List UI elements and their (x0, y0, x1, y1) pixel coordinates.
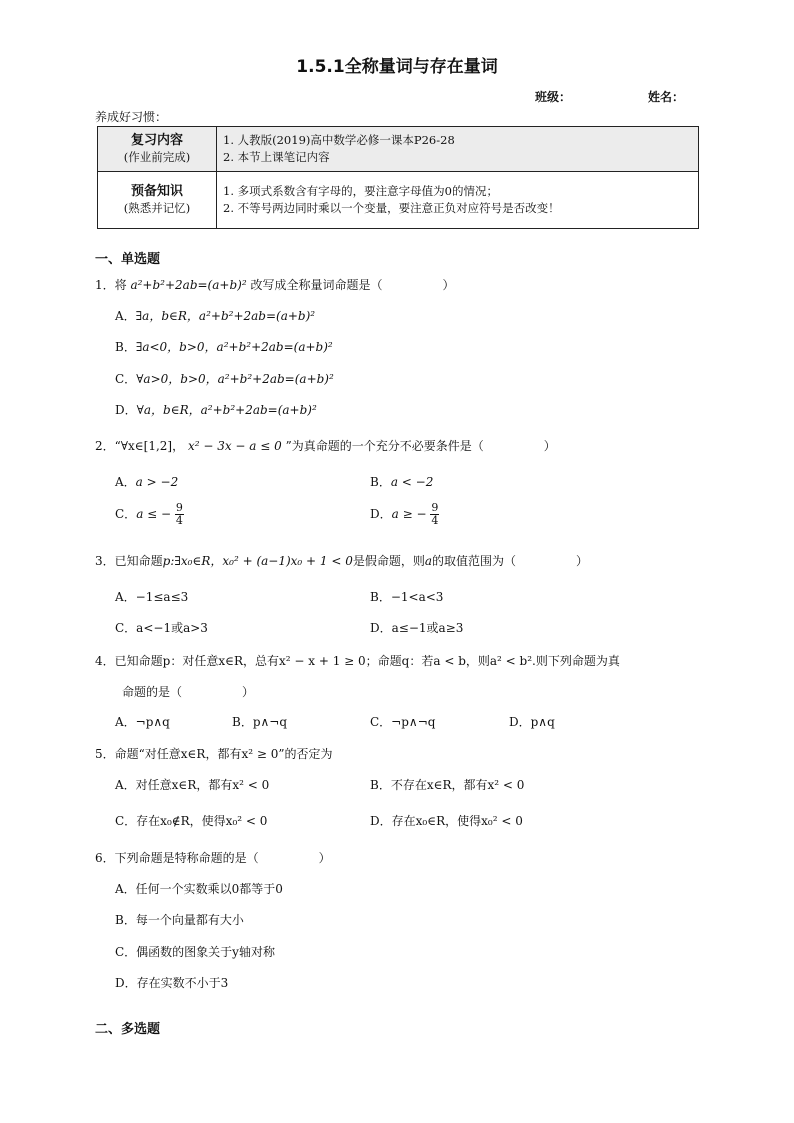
fraction-denominator: 4 (175, 514, 183, 527)
review-label: 复习内容 (130, 133, 183, 148)
q3-option-c: C．a<−1或a>3 (115, 621, 208, 635)
option-text: ∃a，b∈R，a²+b²+2ab=(a+b)² (135, 309, 316, 323)
fraction (175, 502, 184, 527)
q1-num: 1．将 (95, 278, 127, 292)
q3-option-a: A．−1≤a≤3 (115, 590, 189, 604)
option-text: ∀a>0，b>0，a²+b²+2ab=(a+b)² (136, 372, 334, 386)
option-text: ∃a<0，b>0，a²+b²+2ab=(a+b)² (135, 340, 333, 354)
q3-text-b: 是假命题，则 (352, 554, 425, 568)
q2-option-b (370, 473, 433, 490)
info-table (97, 126, 699, 229)
q1-expr: a²+b²+2ab=(a+b)² (130, 278, 247, 292)
q3-option-d: D．a≤−1或a≥3 (370, 621, 464, 635)
prior-label: 预备知识 (130, 184, 183, 199)
review-item: 1. 人教版(2019)高中数学必修一课本P26-28 (223, 133, 455, 147)
q1-option-c (115, 370, 334, 387)
fraction-numerator: 9 (175, 501, 183, 514)
q2-text-b: ”为真命题的一个充分不必要条件是（ ） (285, 439, 556, 453)
q4-option-a: A．¬p∧q (115, 715, 170, 729)
page-title: 1.5.1全称量词与存在量词 (296, 57, 498, 77)
question-3 (95, 552, 588, 569)
q3-option-b: B．−1<a<3 (370, 590, 444, 604)
option-label: D． (370, 507, 392, 521)
q1-option-d (115, 401, 317, 418)
q2-option-c (115, 502, 184, 527)
q3-expr: p:∃x₀∈R，x₀² + (a−1)x₀ + 1 < 0 (162, 554, 353, 568)
q3-var: a (424, 554, 433, 568)
info-row-prior (98, 172, 699, 229)
q6-option-a: A．任何一个实数乘以0都等于0 (115, 882, 283, 896)
q6-option-c: C．偶函数的图象关于y轴对称 (115, 945, 275, 959)
info-row-label (98, 127, 217, 172)
option-text: a ≤ − (136, 507, 172, 521)
question-2 (95, 437, 556, 454)
q1-option-a (115, 307, 315, 324)
option-label: C． (115, 507, 137, 521)
info-row-review (98, 127, 699, 172)
q5-option-a: A．对任意x∈R，都有x² < 0 (115, 778, 270, 792)
prior-sublabel: (熟悉并记忆) (123, 201, 191, 215)
q6-option-b: B．每一个向量都有大小 (115, 913, 244, 927)
option-label: B． (115, 340, 136, 354)
review-item: 2. 本节上课笔记内容 (223, 150, 330, 164)
q3-text-c: 的取值范围为（ ） (432, 554, 589, 568)
q2-text-a: 2．“∀x∈[1,2]， (95, 439, 185, 453)
habit-label: 养成好习惯： (95, 110, 168, 124)
question-4-line2: 命题的是（ ） (122, 685, 255, 699)
option-text: a ≥ − (391, 507, 427, 521)
q3-text-a: 3．已知命题 (95, 554, 163, 568)
option-label: A． (115, 475, 136, 489)
q4-option-b: B．p∧¬q (232, 715, 288, 729)
q6-option-d: D．存在实数不小于3 (115, 976, 229, 990)
q2-option-d (370, 502, 439, 527)
q2-option-a (115, 473, 178, 490)
question-1 (95, 276, 454, 293)
class-label: 班级： (535, 90, 572, 104)
info-row-content (217, 172, 699, 229)
fraction (430, 502, 439, 527)
section-multiple-choice: 二、多选题 (95, 1022, 161, 1037)
q1-tail: 改写成全称量词命题是（ ） (250, 278, 455, 292)
q5-option-c: C．存在x₀∉R，使得x₀² < 0 (115, 814, 268, 828)
prior-item: 1. 多项式系数含有字母的，要注意字母值为0的情况； (223, 184, 498, 198)
option-label: B． (370, 475, 391, 489)
question-6: 6．下列命题是特称命题的是（ ） (95, 851, 331, 865)
q4-option-d: D．p∧q (509, 715, 555, 729)
prior-item: 2. 不等号两边同时乘以一个变量，要注意正负对应符号是否改变！ (223, 201, 560, 215)
fraction-denominator: 4 (431, 514, 439, 527)
q2-expr: x² − 3x − a ≤ 0 (187, 439, 282, 453)
section-single-choice: 一、单选题 (95, 252, 161, 267)
fraction-numerator: 9 (431, 501, 439, 514)
q5-option-d: D．存在x₀∈R，使得x₀² < 0 (370, 814, 523, 828)
info-row-label (98, 172, 217, 229)
q5-option-b: B．不存在x∈R，都有x² < 0 (370, 778, 525, 792)
option-text: a < −2 (390, 475, 434, 489)
q1-option-b (115, 338, 333, 355)
option-label: C． (115, 372, 137, 386)
question-4-line1: 4．已知命题p：对任意x∈R，总有x² − x + 1 ≥ 0；命题q：若a < b，则a² < b².则下列命题为真 (95, 654, 620, 668)
option-text: ∀a，b∈R，a²+b²+2ab=(a+b)² (136, 403, 317, 417)
q4-option-c: C．¬p∧¬q (370, 715, 436, 729)
option-label: A． (115, 309, 136, 323)
info-row-content (217, 127, 699, 172)
question-5: 5．命题“对任意x∈R，都有x² ≥ 0”的否定为 (95, 747, 333, 761)
review-sublabel: (作业前完成) (123, 150, 191, 164)
option-label: D． (115, 403, 137, 417)
option-text: a > −2 (135, 475, 179, 489)
name-label: 姓名： (648, 90, 685, 104)
